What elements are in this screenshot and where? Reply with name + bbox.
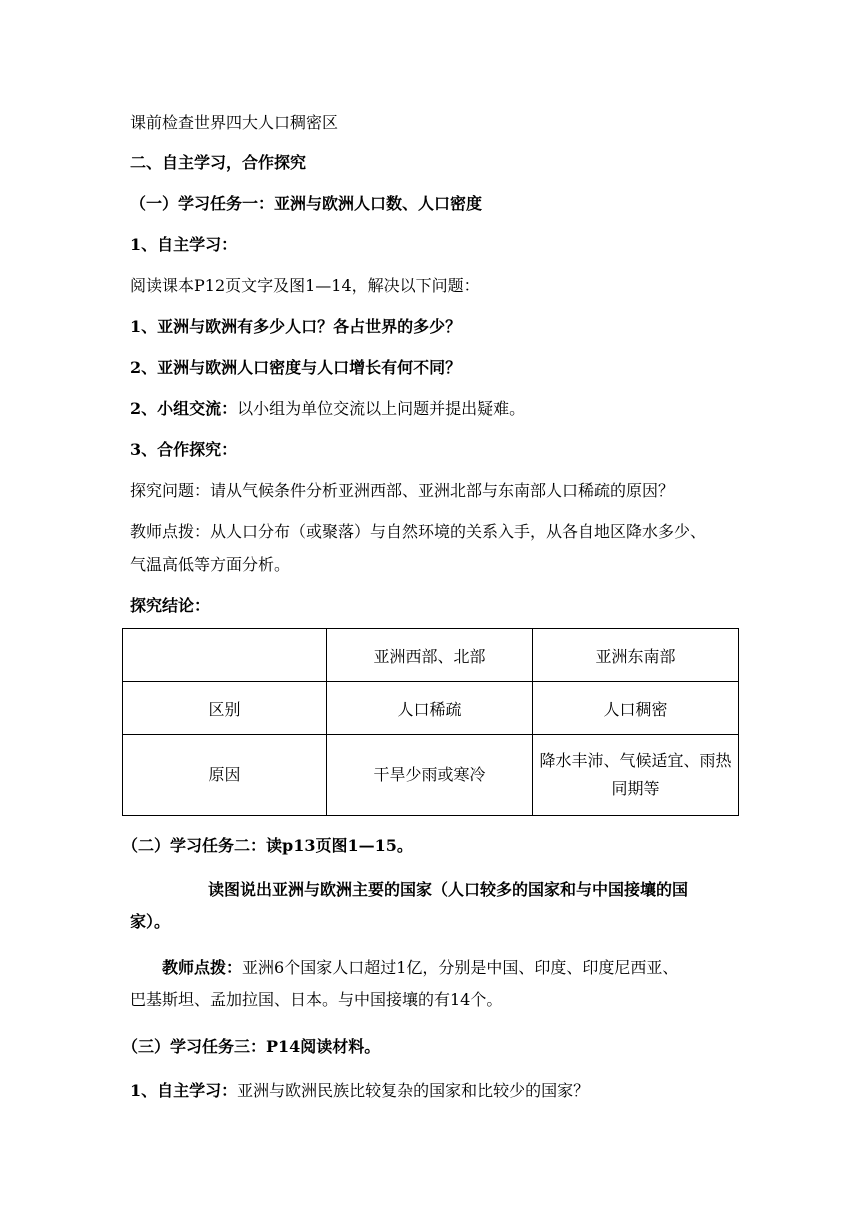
task3-heading: （三）学习任务三：P14阅读材料。	[122, 1037, 381, 1056]
task1-heading: （一）学习任务一：亚洲与欧洲人口数、人口密度	[130, 194, 483, 213]
table-cell: 亚洲东南部	[533, 629, 739, 682]
task2-instruction-line-1: 读图说出亚洲与欧洲主要的国家（人口较多的国家和与中国接壤的国	[208, 880, 689, 899]
table-cell: 亚洲西部、北部	[327, 629, 533, 682]
task2-instruction-line-2: 家）。	[130, 912, 171, 931]
table-row	[123, 735, 739, 816]
teacher-tip-2-line-1	[162, 957, 678, 979]
table-cell: 区别	[123, 682, 327, 735]
table-cell: 降水丰沛、气候适宜、雨热同期等	[533, 735, 739, 816]
self-study-heading: 1、自主学习：	[130, 235, 238, 254]
conclusion-table	[122, 628, 739, 816]
teacher-tip-line-1: 教师点拨：从人口分布（或聚落）与自然环境的关系入手，从各自地区降水多少、	[130, 522, 707, 541]
cooperative-inquiry-heading: 3、合作探究：	[130, 440, 238, 459]
inquiry-question: 探究问题：请从气候条件分析亚洲西部、亚洲北部与东南部人口稀疏的原因？	[130, 481, 675, 500]
question-2: 2、亚洲与欧洲人口密度与人口增长有何不同？	[130, 358, 462, 377]
teacher-tip-2-text: 亚洲6个国家人口超过1亿，分别是中国、印度、印度尼西亚、	[242, 958, 679, 977]
self-study-3-text: 亚洲与欧洲民族比较复杂的国家和比较少的国家？	[237, 1081, 590, 1100]
teacher-tip-line-2: 气温高低等方面分析。	[130, 555, 291, 574]
self-study-3-label: 1、自主学习：	[130, 1081, 238, 1100]
table-cell: 干旱少雨或寒冷	[327, 735, 533, 816]
question-1: 1、亚洲与欧洲有多少人口？各占世界的多少？	[130, 317, 462, 336]
self-study-3-line	[130, 1080, 589, 1102]
table-cell	[123, 629, 327, 682]
table-cell: 原因	[123, 735, 327, 816]
table-row	[123, 682, 739, 735]
table-cell: 人口稀疏	[327, 682, 533, 735]
table-cell: 人口稠密	[533, 682, 739, 735]
inquiry-conclusion-heading: 探究结论：	[130, 596, 211, 615]
section-heading-2: 二、自主学习，合作探究	[130, 153, 307, 172]
group-discussion-line	[130, 398, 525, 420]
group-discussion-label: 2、小组交流：	[130, 399, 238, 418]
table-row	[123, 629, 739, 682]
reading-instruction: 阅读课本P12页文字及图1—14，解决以下问题：	[130, 276, 480, 295]
group-discussion-text: 以小组为单位交流以上问题并提出疑难。	[237, 399, 526, 418]
task2-heading: （二）学习任务二：读p13页图1—15。	[122, 836, 413, 855]
teacher-tip-2-line-2: 巴基斯坦、孟加拉国、日本。与中国接壤的有14个。	[130, 990, 503, 1009]
preclass-check-line: 课前检查世界四大人口稠密区	[130, 113, 339, 132]
teacher-tip-2-label: 教师点拨：	[162, 958, 243, 977]
